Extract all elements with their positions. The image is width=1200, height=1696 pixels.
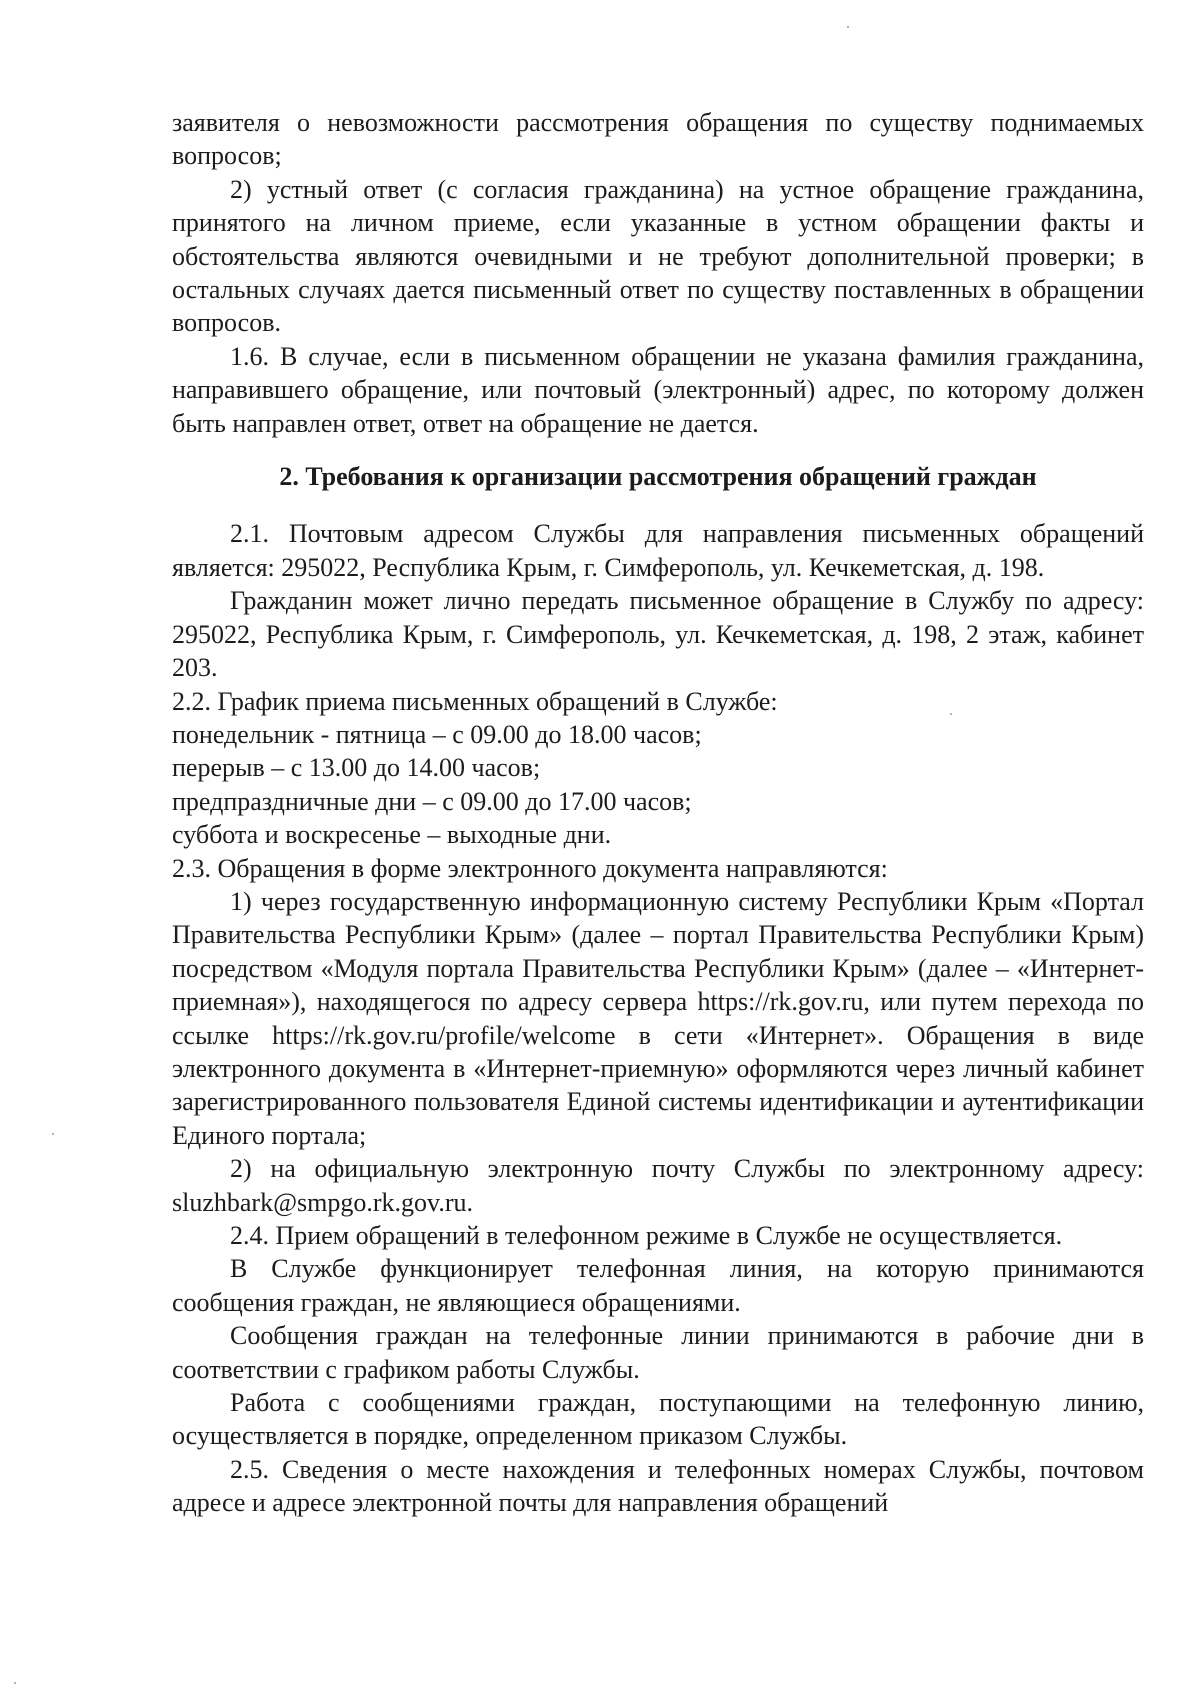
- scan-speck: [14, 1682, 16, 1684]
- schedule-weekdays: понедельник - пятница – с 09.00 до 18.00 часов;: [172, 719, 702, 749]
- paragraph-portal: 1) через государственную информационную систему Республики Крым «Портал Правительства Республики Крым» (далее – портал Правительства Республики Крым) посредством «Модуля портала Правительства Республики Крым» (далее – «Интернет-приемная»), находящегося по адресу сервера https://rk.gov.ru, или путем перехода по ссылке https://rk.gov.ru/profile/welcome в сети «Интернет». Обращения в виде электронного документа в «Интернет-приемную» оформляются через личный кабинет зарегистрированного пользователя Единой системы идентификации и аутентификации Единого портала;: [172, 886, 1144, 1150]
- scan-speck: [52, 1133, 54, 1135]
- section-heading: 2. Требования к организации рассмотрения обращений граждан: [279, 462, 1037, 492]
- paragraph-2-3: 2.3. Обращения в форме электронного документа направляются:: [172, 853, 888, 883]
- document-body: [172, 106, 1144, 1520]
- paragraph-phone-handling: Работа с сообщениями граждан, поступающими на телефонную линию, осуществляется в порядке, определенном приказом Службы.: [172, 1388, 1144, 1451]
- paragraph-item-2: 2) устный ответ (с согласия гражданина) на устное обращение гражданина, принятого на личном приеме, если указанные в устном обращении факты и обстоятельства являются очевидными и не требуют дополнительной проверки; в остальных случаях дается письменный ответ по существу поставленных в обращении вопросов.: [172, 174, 1144, 338]
- paragraph-phone-line: В Службе функционирует телефонная линия, на которую принимаются сообщения граждан, не являющиеся обращениями.: [172, 1254, 1144, 1317]
- schedule-pre-holiday: предпраздничные дни – с 09.00 до 17.00 часов;: [172, 786, 692, 816]
- scan-speck: [847, 26, 849, 28]
- paragraph-2-5: 2.5. Сведения о месте нахождения и телефонных номерах Службы, почтовом адресе и адресе электронной почты для направления обращений: [172, 1454, 1144, 1518]
- paragraph-personal-delivery: Гражданин может лично передать письменное обращение в Службу по адресу: 295022, Республика Крым, г. Симферополь, ул. Кечкеметская, д. 198, 2 этаж, кабинет 203.: [172, 586, 1144, 683]
- paragraph-2-4: 2.4. Прием обращений в телефонном режиме в Службе не осуществляется.: [230, 1221, 1063, 1250]
- paragraph-email: 2) на официальную электронную почту Службы по электронному адресу: sluzhbark@smpgo.rk.gov.ru.: [172, 1154, 1144, 1217]
- schedule-weekend: суббота и воскресенье – выходные дни.: [172, 820, 612, 850]
- paragraph-2-1: 2.1. Почтовым адресом Службы для направления письменных обращений является: 295022, Республика Крым, г. Симферополь, ул. Кечкеметская, д. 198.: [172, 519, 1144, 582]
- paragraph-continuation: заявителя о невозможности рассмотрения обращения по существу поднимаемых вопросов;: [172, 108, 1144, 171]
- scan-speck: [950, 713, 952, 715]
- paragraph-phone-schedule: Сообщения граждан на телефонные линии принимаются в рабочие дни в соответствии с графиком работы Службы.: [172, 1321, 1144, 1384]
- schedule-title: 2.2. График приема письменных обращений в Службе:: [172, 686, 778, 716]
- schedule-break: перерыв – с 13.00 до 14.00 часов;: [172, 753, 541, 783]
- paragraph-1-6: 1.6. В случае, если в письменном обращении не указана фамилия гражданина, направившего обращение, или почтовый (электронный) адрес, по которому должен быть направлен ответ, ответ на обращение не дается.: [172, 341, 1144, 438]
